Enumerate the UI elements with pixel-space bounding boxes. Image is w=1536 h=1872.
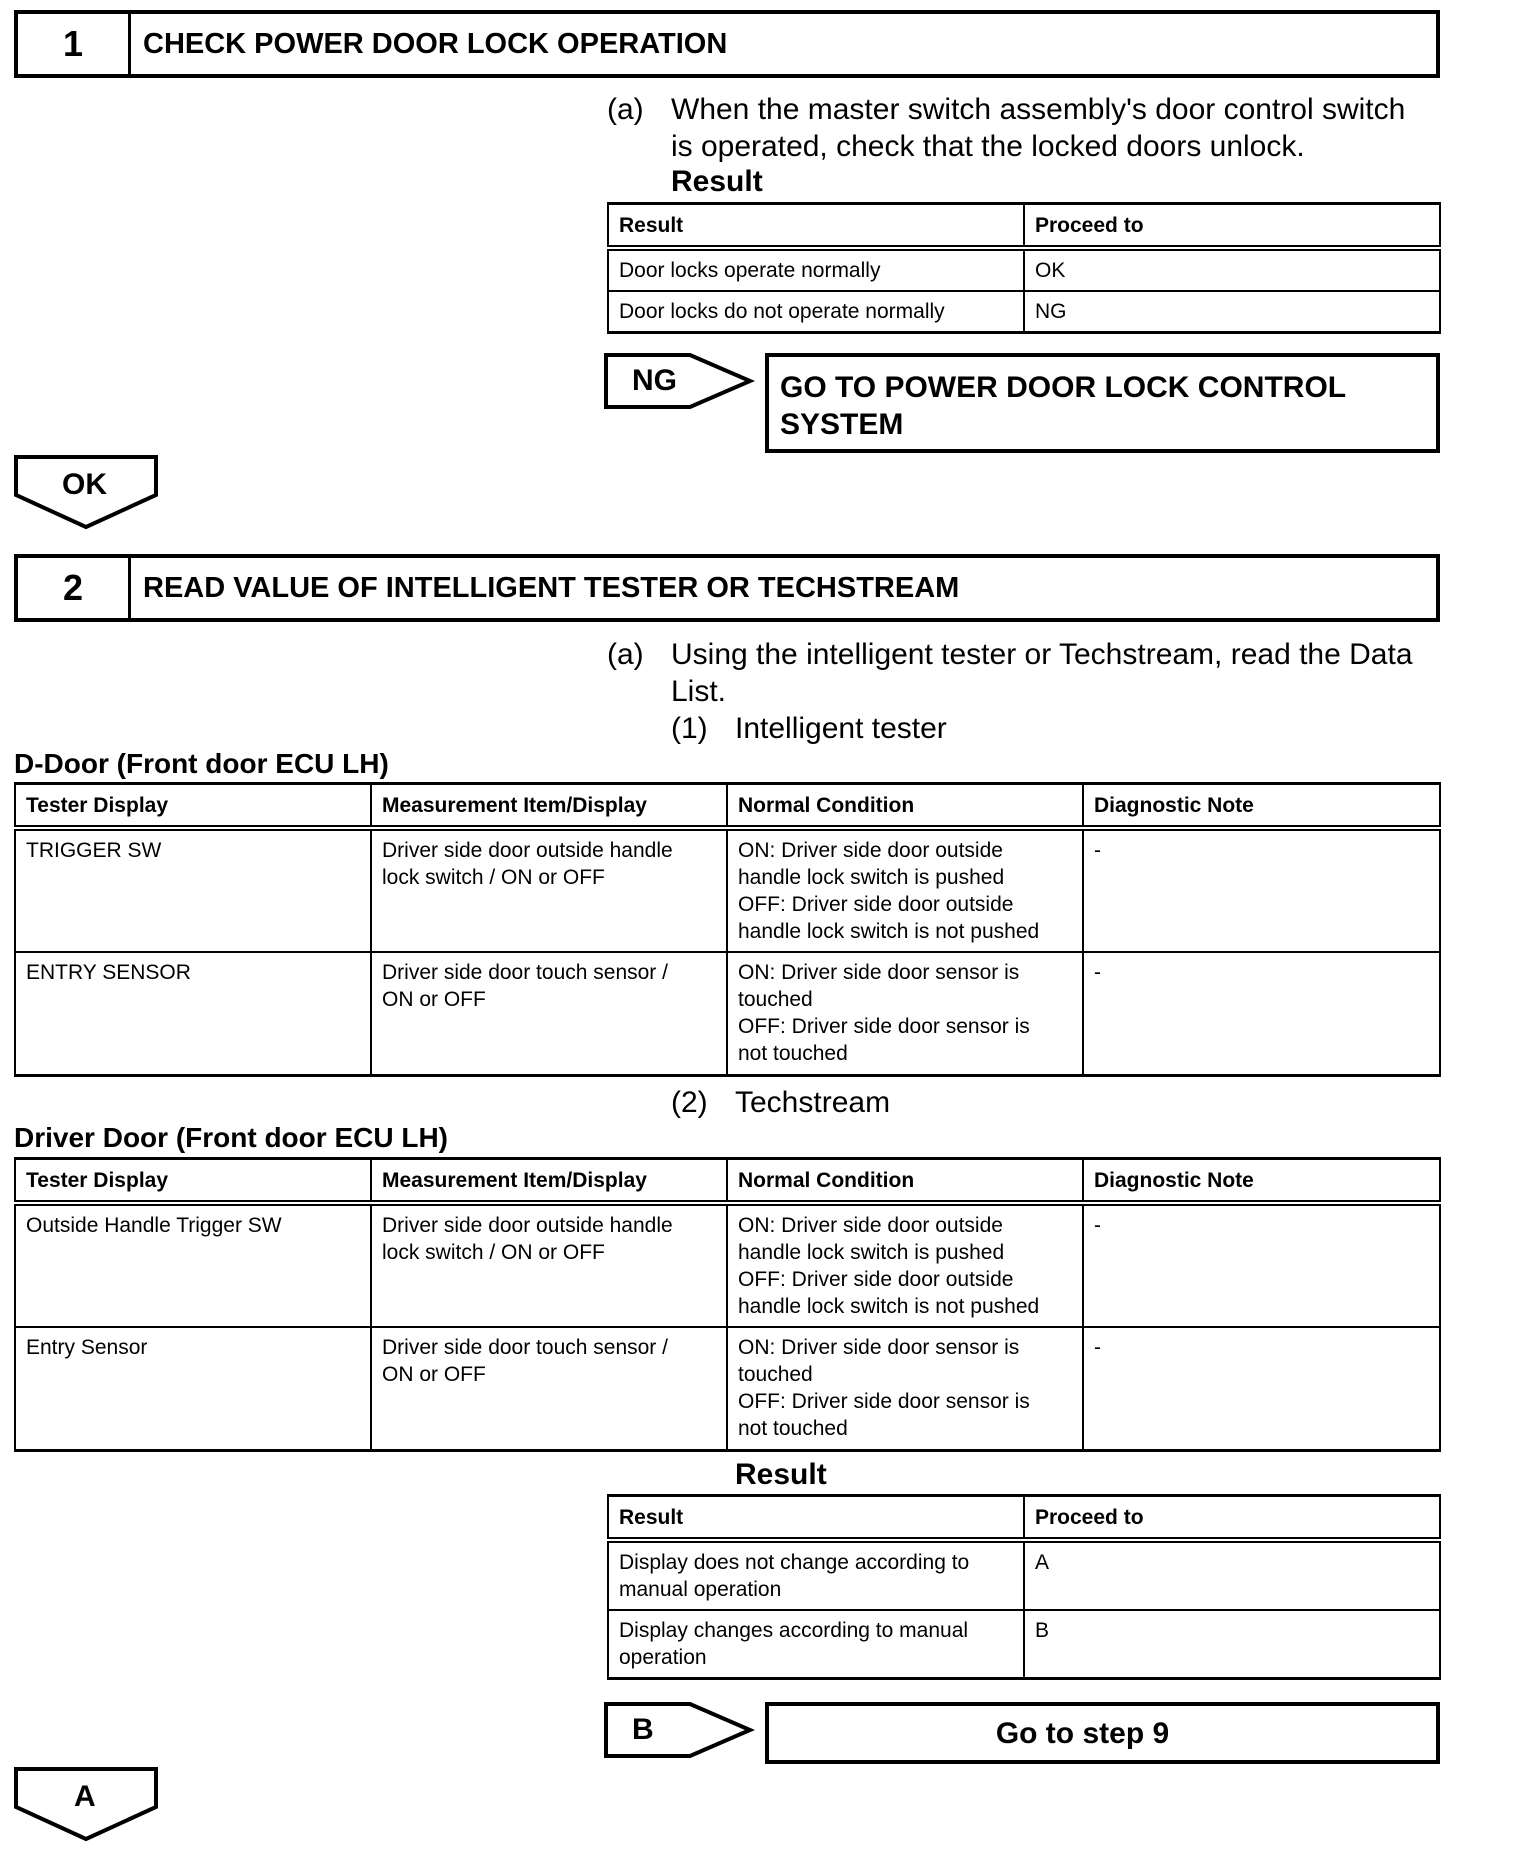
proceed-cell: A [1024, 1540, 1440, 1610]
sub-step-text: Techstream [735, 1086, 891, 1119]
measurement-cell [371, 1203, 727, 1327]
sub-step-label: (2) [671, 1086, 708, 1119]
sub-step-1 [671, 710, 1071, 747]
cell-line: ON or OFF [382, 1363, 486, 1386]
cell-line: lock switch / ON or OFF [382, 1241, 605, 1264]
cell-line: ON: Driver side door outside [738, 1214, 1003, 1237]
tester-display-cell: Entry Sensor [15, 1327, 371, 1450]
measurement-cell [371, 828, 727, 952]
table-row [608, 1610, 1440, 1679]
column-header: Diagnostic Note [1083, 784, 1440, 829]
tester-display-cell: Outside Handle Trigger SW [15, 1203, 371, 1327]
table-heading: Driver Door (Front door ECU LH) [14, 1122, 448, 1153]
cell-line: OFF: Driver side door outside [738, 893, 1014, 916]
diagnostic-note-cell: - [1083, 828, 1440, 952]
normal-condition-cell [727, 952, 1083, 1075]
step-1-instruction [607, 91, 1447, 165]
column-header: Result [608, 1496, 1024, 1541]
cell-line: handle lock switch is not pushed [738, 920, 1040, 943]
b-branch-arrow-icon [604, 1702, 754, 1760]
ng-target-line: SYSTEM [780, 408, 904, 441]
cell-line: touched [738, 1363, 813, 1386]
proceed-cell: B [1024, 1610, 1440, 1679]
column-header: Tester Display [15, 784, 371, 829]
table-row [15, 1203, 1440, 1327]
step-2-result-table [607, 1494, 1441, 1680]
step-2-header [14, 554, 1440, 622]
result-label: Result [735, 1458, 827, 1491]
cell-line: OFF: Driver side door sensor is [738, 1390, 1030, 1413]
cell-line: not touched [738, 1417, 848, 1440]
proceed-cell: NG [1024, 291, 1440, 333]
cell-line: manual operation [619, 1578, 782, 1601]
table-row [15, 828, 1440, 952]
column-header: Normal Condition [727, 784, 1083, 829]
table-heading: D-Door (Front door ECU LH) [14, 748, 389, 779]
result-cell [608, 1540, 1024, 1610]
cell-line: Driver side door touch sensor / [382, 961, 668, 984]
instruction-label: (a) [607, 93, 644, 126]
step-1-header [14, 10, 1440, 78]
a-branch-label: A [74, 1780, 96, 1813]
cell-line: OFF: Driver side door sensor is [738, 1015, 1030, 1038]
cell-line: operation [619, 1646, 707, 1669]
instruction-line: Using the intelligent tester or Techstream, read the Data [671, 638, 1413, 671]
cell-line: Driver side door touch sensor / [382, 1336, 668, 1359]
normal-condition-cell [727, 1203, 1083, 1327]
diagnostic-note-cell: - [1083, 1203, 1440, 1327]
table-row [608, 1540, 1440, 1610]
cell-line: ON: Driver side door outside [738, 839, 1003, 862]
d-door-data-table [14, 782, 1441, 1077]
ng-target-line: GO TO POWER DOOR LOCK CONTROL [780, 371, 1347, 404]
go-to-step-9-text: Go to step 9 [995, 1716, 1170, 1750]
instruction-label: (a) [607, 638, 644, 671]
table-row [15, 952, 1440, 1075]
column-header: Proceed to [1024, 1496, 1440, 1541]
step-number: 2 [18, 558, 131, 618]
cell-line: lock switch / ON or OFF [382, 866, 605, 889]
table-row [15, 1327, 1440, 1450]
step-2-instruction [607, 636, 1447, 710]
result-cell [608, 1610, 1024, 1679]
instruction-line: is operated, check that the locked doors unlock. [671, 130, 1305, 163]
ng-target-box[interactable] [765, 353, 1440, 453]
result-label: Result [671, 165, 763, 198]
cell-line: Driver side door outside handle [382, 1214, 673, 1237]
column-header: Measurement Item/Display [371, 784, 727, 829]
instruction-line: When the master switch assembly's door control switch [671, 93, 1406, 126]
measurement-cell [371, 1327, 727, 1450]
instruction-line: List. [671, 675, 727, 708]
cell-line: ON or OFF [382, 988, 486, 1011]
result-cell: Door locks operate normally [608, 248, 1024, 291]
step-1-result-table [607, 202, 1441, 334]
cell-line: Driver side door outside handle [382, 839, 673, 862]
column-header: Result [608, 204, 1024, 249]
sub-step-2 [671, 1084, 1071, 1121]
diagnostic-note-cell: - [1083, 952, 1440, 1075]
sub-step-label: (1) [671, 712, 708, 745]
result-cell: Door locks do not operate normally [608, 291, 1024, 333]
ng-branch-label: NG [632, 364, 677, 397]
cell-line: handle lock switch is pushed [738, 866, 1005, 889]
cell-line: handle lock switch is pushed [738, 1241, 1005, 1264]
cell-line: not touched [738, 1042, 848, 1065]
normal-condition-cell [727, 828, 1083, 952]
measurement-cell [371, 952, 727, 1075]
cell-line: OFF: Driver side door outside [738, 1268, 1014, 1291]
b-branch-label: B [632, 1713, 654, 1746]
cell-line: touched [738, 988, 813, 1011]
column-header: Tester Display [15, 1159, 371, 1204]
column-header: Proceed to [1024, 204, 1440, 249]
column-header: Normal Condition [727, 1159, 1083, 1204]
diagnostic-note-cell: - [1083, 1327, 1440, 1450]
ok-branch-label: OK [62, 468, 107, 501]
proceed-cell: OK [1024, 248, 1440, 291]
table-row [608, 291, 1440, 333]
cell-line: handle lock switch is not pushed [738, 1295, 1040, 1318]
step-number: 1 [18, 14, 131, 74]
column-header: Diagnostic Note [1083, 1159, 1440, 1204]
column-header: Measurement Item/Display [371, 1159, 727, 1204]
cell-line: Display changes according to manual [619, 1619, 969, 1642]
go-to-step-9-box[interactable] [765, 1702, 1440, 1764]
normal-condition-cell [727, 1327, 1083, 1450]
cell-line: ON: Driver side door sensor is [738, 1336, 1020, 1359]
step-title: READ VALUE OF INTELLIGENT TESTER OR TECHSTREAM [143, 571, 960, 604]
table-row [608, 248, 1440, 291]
tester-display-cell: TRIGGER SW [15, 828, 371, 952]
driver-door-data-table [14, 1157, 1441, 1452]
ng-branch-arrow-icon [604, 353, 754, 411]
cell-line: ON: Driver side door sensor is [738, 961, 1020, 984]
cell-line: Display does not change according to [619, 1551, 970, 1574]
sub-step-text: Intelligent tester [735, 712, 947, 745]
tester-display-cell: ENTRY SENSOR [15, 952, 371, 1075]
step-title: CHECK POWER DOOR LOCK OPERATION [143, 27, 728, 60]
